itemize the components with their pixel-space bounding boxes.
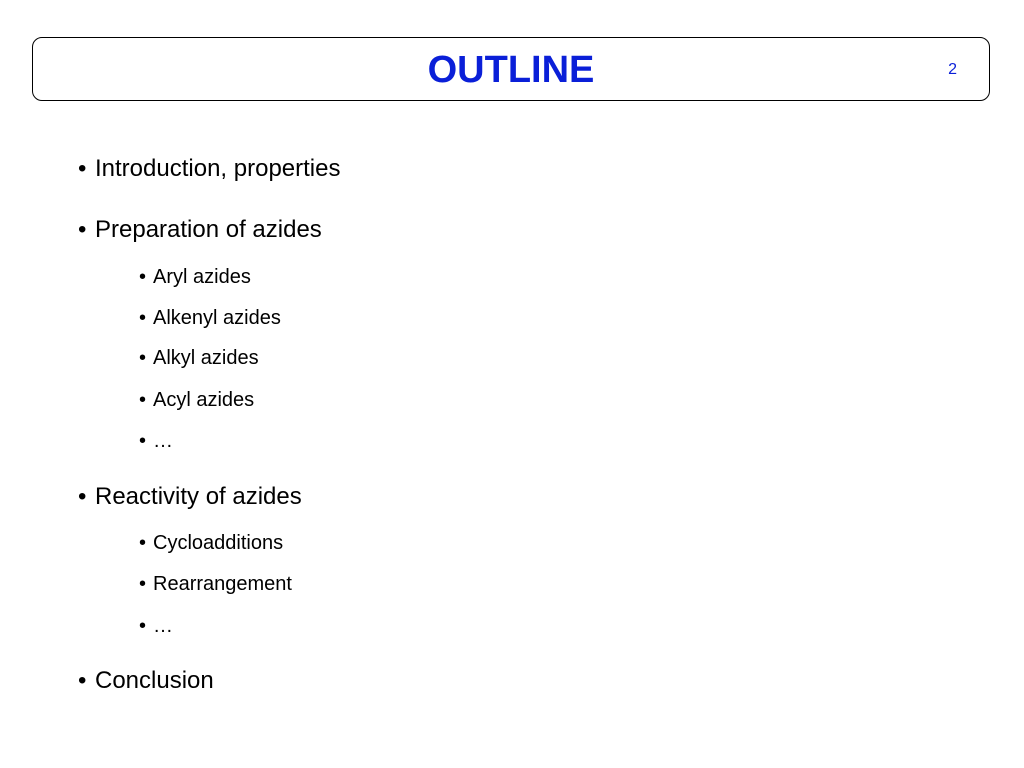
bullet: • <box>139 266 147 288</box>
outline-subitem-ellipsis <box>139 429 173 453</box>
outline-item-label: Acyl azides <box>153 389 255 411</box>
bullet: • <box>139 532 147 554</box>
bullet: • <box>139 573 147 595</box>
outline-item-label: Reactivity of azides <box>95 483 302 510</box>
bullet: • <box>139 615 147 637</box>
title-box <box>32 37 990 101</box>
bullet: • <box>139 307 147 329</box>
outline-subitem-cycloadditions <box>139 531 283 555</box>
outline-subitem-alkenyl-azides <box>139 306 281 330</box>
outline-item-label: Conclusion <box>95 667 214 694</box>
outline-item-label: Preparation of azides <box>95 216 322 243</box>
outline-item-label: Alkenyl azides <box>153 307 281 329</box>
bullet: • <box>78 483 87 510</box>
outline-subitem-acyl-azides <box>139 388 254 412</box>
slide-title: OUTLINE <box>427 49 595 91</box>
bullet: • <box>78 667 87 694</box>
outline-subitem-ellipsis <box>139 614 173 638</box>
outline-item-label: Rearrangement <box>153 573 292 595</box>
outline-subitem-aryl-azides <box>139 265 251 289</box>
outline-subitem-rearrangement <box>139 572 292 596</box>
outline-item-reactivity <box>78 483 302 511</box>
outline-item-preparation <box>78 216 322 244</box>
bullet: • <box>139 389 147 411</box>
outline-item-label: … <box>153 615 173 637</box>
outline-item-label: … <box>153 430 173 452</box>
bullet: • <box>78 155 87 182</box>
outline-item-label: Cycloadditions <box>153 532 284 554</box>
outline-subitem-alkyl-azides <box>139 346 259 370</box>
bullet: • <box>78 216 87 243</box>
outline-item-label: Aryl azides <box>153 266 251 288</box>
bullet: • <box>139 430 147 452</box>
outline-item-introduction <box>78 155 340 183</box>
outline-item-label: Alkyl azides <box>153 347 259 369</box>
bullet: • <box>139 347 147 369</box>
outline-item-conclusion <box>78 667 214 695</box>
outline-item-label: Introduction, properties <box>95 155 341 182</box>
page-number: 2 <box>948 61 957 78</box>
